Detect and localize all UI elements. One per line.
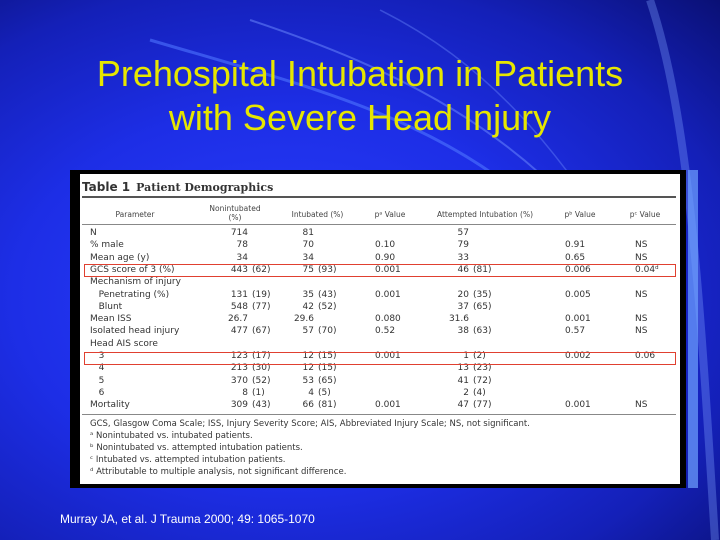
cell-p-value-b: 0.91 xyxy=(565,240,586,251)
cell-nonintubated-pct: (62) xyxy=(252,264,271,275)
cell-nonintubated-pct: (19) xyxy=(252,289,271,300)
col-header-nonintubated-label: Nonintubated xyxy=(209,204,261,213)
col-header-attempted: Attempted Intubation (%) xyxy=(436,210,533,219)
cell-attempted: 2 xyxy=(463,387,469,398)
cell-intubated: 29.6 xyxy=(293,314,314,325)
bottom-rule xyxy=(82,414,676,415)
cell-attempted: 13 xyxy=(457,363,469,374)
cell-attempted: 79 xyxy=(457,240,469,251)
cell-nonintubated-pct: (43) xyxy=(252,400,271,411)
cell-intubated: 35 xyxy=(302,289,314,300)
cell-intubated-pct: (65) xyxy=(318,375,337,386)
title-line-2: with Severe Head Injury xyxy=(168,97,552,138)
cell-intubated-pct: (81) xyxy=(318,400,337,411)
cell-nonintubated-pct: (67) xyxy=(252,326,271,337)
top-rule xyxy=(82,196,676,198)
cell-parameter: 6 xyxy=(90,387,105,398)
cell-intubated: 34 xyxy=(302,252,314,263)
cell-intubated-pct: (5) xyxy=(318,387,331,398)
table-label: Table 1 xyxy=(82,180,131,194)
table-image xyxy=(80,174,680,484)
table-row xyxy=(80,290,680,302)
cell-intubated: 66 xyxy=(302,400,314,411)
table-row xyxy=(80,400,680,412)
cell-parameter: Isolated head injury xyxy=(90,326,180,337)
cell-attempted-pct: (23) xyxy=(473,363,492,374)
cell-intubated-pct: (93) xyxy=(318,264,337,275)
footnote-abbrev: GCS, Glasgow Coma Scale; ISS, Injury Severity Score; AIS, Abbreviated Injury Scale; NS, not significant. xyxy=(90,419,530,429)
cell-p-value-a: 0.10 xyxy=(375,240,396,251)
slide-title xyxy=(20,52,700,140)
cell-attempted: 38 xyxy=(457,326,469,337)
col-header-parameter: Parameter xyxy=(115,210,155,219)
cell-attempted: 47 xyxy=(457,400,469,411)
cell-intubated-pct: (15) xyxy=(318,363,337,374)
cell-p-value-b: 0.57 xyxy=(565,326,586,337)
cell-parameter: 4 xyxy=(90,363,105,374)
decorative-bar xyxy=(688,170,698,488)
cell-intubated: 12 xyxy=(302,351,314,361)
cell-p-value-c: 0.04ᵈ xyxy=(635,264,659,275)
cell-p-value-b: 0.001 xyxy=(565,314,591,325)
cell-intubated-pct: (70) xyxy=(318,326,337,337)
cell-parameter: Mortality xyxy=(90,400,130,411)
cell-parameter: Head AIS score xyxy=(90,338,158,349)
cell-attempted-pct: (4) xyxy=(473,387,486,398)
cell-intubated: 81 xyxy=(302,228,314,238)
cell-attempted: 1 xyxy=(463,351,469,361)
cell-nonintubated: 213 xyxy=(230,363,248,374)
table-row xyxy=(80,326,680,338)
highlight-gcs-row xyxy=(84,264,676,277)
cell-attempted: 20 xyxy=(457,289,469,300)
cell-attempted: 37 xyxy=(457,301,469,312)
cell-attempted-pct: (2) xyxy=(473,351,486,361)
col-header-nonintubated xyxy=(200,204,270,222)
cell-p-value-c: NS xyxy=(635,326,648,337)
cell-parameter: Mechanism of injury xyxy=(90,277,181,288)
cell-p-value-b: 0.005 xyxy=(565,289,591,300)
cell-p-value-c: NS xyxy=(635,240,648,251)
cell-parameter: % male xyxy=(90,240,124,251)
cell-p-value-a: 0.52 xyxy=(375,326,396,337)
cell-intubated-pct: (52) xyxy=(318,301,337,312)
cell-nonintubated-pct: (17) xyxy=(252,351,271,361)
cell-attempted-pct: (77) xyxy=(473,400,492,411)
cell-attempted: 31.6 xyxy=(448,314,469,325)
table-header xyxy=(80,176,680,196)
header-rule xyxy=(82,224,676,225)
cell-intubated: 57 xyxy=(302,326,314,337)
cell-attempted-pct: (65) xyxy=(473,301,492,312)
cell-parameter: Mean ISS xyxy=(90,314,132,325)
cell-nonintubated: 370 xyxy=(230,375,248,386)
cell-intubated: 12 xyxy=(302,363,314,374)
cell-nonintubated: 714 xyxy=(230,228,248,238)
cell-nonintubated-pct: (30) xyxy=(252,363,271,374)
table-row xyxy=(80,388,680,400)
footnote-d: ᵈ Attributable to multiple analysis, not significant difference. xyxy=(90,467,347,477)
cell-attempted: 46 xyxy=(457,264,469,275)
cell-p-value-a: 0.001 xyxy=(375,351,401,361)
cell-intubated: 75 xyxy=(302,264,314,275)
cell-nonintubated: 78 xyxy=(236,240,248,251)
cell-parameter: Mean age (y) xyxy=(90,252,150,263)
cell-p-value-b: 0.001 xyxy=(565,400,591,411)
cell-nonintubated: 34 xyxy=(236,252,248,263)
cell-nonintubated: 8 xyxy=(242,387,248,398)
table-row xyxy=(80,228,680,240)
table-row xyxy=(80,363,680,375)
cell-parameter: N xyxy=(90,228,97,238)
cell-nonintubated: 131 xyxy=(230,289,248,300)
citation: Murray JA, et al. J Trauma 2000; 49: 1065-1070 xyxy=(60,512,315,526)
cell-nonintubated-pct: (52) xyxy=(252,375,271,386)
cell-p-value-a: 0.001 xyxy=(375,400,401,411)
cell-p-value-b: 0.65 xyxy=(565,252,586,263)
cell-intubated: 42 xyxy=(302,301,314,312)
cell-p-value-a: 0.90 xyxy=(375,252,396,263)
cell-p-value-c: NS xyxy=(635,289,648,300)
cell-nonintubated-pct: (1) xyxy=(252,387,265,398)
cell-parameter: GCS score of 3 (%) xyxy=(90,264,175,275)
col-header-p-value-a: pᵃ Value xyxy=(374,210,406,219)
cell-attempted: 33 xyxy=(457,252,469,263)
cell-nonintubated: 443 xyxy=(230,264,248,275)
col-header-p-value-c: pᶜ Value xyxy=(629,210,661,219)
cell-p-value-c: NS xyxy=(635,252,648,263)
cell-nonintubated: 26.7 xyxy=(227,314,248,325)
footnote-b: ᵇ Nonintubated vs. attempted intubation patients. xyxy=(90,443,303,453)
table-row xyxy=(80,302,680,314)
cell-attempted-pct: (72) xyxy=(473,375,492,386)
col-header-nonintubated-unit: (%) xyxy=(228,213,242,222)
cell-nonintubated: 123 xyxy=(230,351,248,361)
col-header-intubated: Intubated (%) xyxy=(291,210,344,219)
cell-p-value-c: NS xyxy=(635,314,648,325)
table-title xyxy=(82,180,273,194)
cell-p-value-a: 0.001 xyxy=(375,289,401,300)
table-row xyxy=(80,339,680,351)
cell-attempted: 57 xyxy=(457,228,469,238)
cell-attempted-pct: (35) xyxy=(473,289,492,300)
cell-p-value-c: 0.06 xyxy=(635,351,656,361)
cell-p-value-b: 0.002 xyxy=(565,351,591,361)
cell-p-value-c: NS xyxy=(635,400,648,411)
title-line-1: Prehospital Intubation in Patients xyxy=(96,53,624,94)
cell-intubated-pct: (43) xyxy=(318,289,337,300)
footnote-c: ᶜ Intubated vs. attempted intubation patients. xyxy=(90,455,286,465)
table-row xyxy=(80,253,680,265)
footnote-a: ᵃ Nonintubated vs. intubated patients. xyxy=(90,431,253,441)
cell-attempted: 41 xyxy=(457,375,469,386)
cell-attempted-pct: (81) xyxy=(473,264,492,275)
cell-p-value-b: 0.006 xyxy=(565,264,591,275)
table-row xyxy=(80,376,680,388)
table-caption: Patient Demographics xyxy=(136,181,274,194)
cell-intubated: 4 xyxy=(308,387,314,398)
cell-intubated: 53 xyxy=(302,375,314,386)
col-header-p-value-b: pᵇ Value xyxy=(564,210,596,219)
highlight-ais3-row xyxy=(84,352,676,365)
cell-parameter: Penetrating (%) xyxy=(90,289,170,300)
cell-intubated: 70 xyxy=(302,240,314,251)
table-row xyxy=(80,314,680,326)
cell-p-value-a: 0.080 xyxy=(375,314,401,325)
cell-parameter: 3 xyxy=(90,351,105,361)
cell-parameter: 5 xyxy=(90,375,105,386)
cell-nonintubated: 309 xyxy=(230,400,248,411)
cell-intubated-pct: (15) xyxy=(318,351,337,361)
table-row xyxy=(80,240,680,252)
cell-attempted-pct: (63) xyxy=(473,326,492,337)
cell-nonintubated: 548 xyxy=(230,301,248,312)
table-row xyxy=(80,277,680,289)
cell-parameter: Blunt xyxy=(90,301,123,312)
cell-p-value-a: 0.001 xyxy=(375,264,401,275)
cell-nonintubated-pct: (77) xyxy=(252,301,271,312)
cell-nonintubated: 477 xyxy=(230,326,248,337)
